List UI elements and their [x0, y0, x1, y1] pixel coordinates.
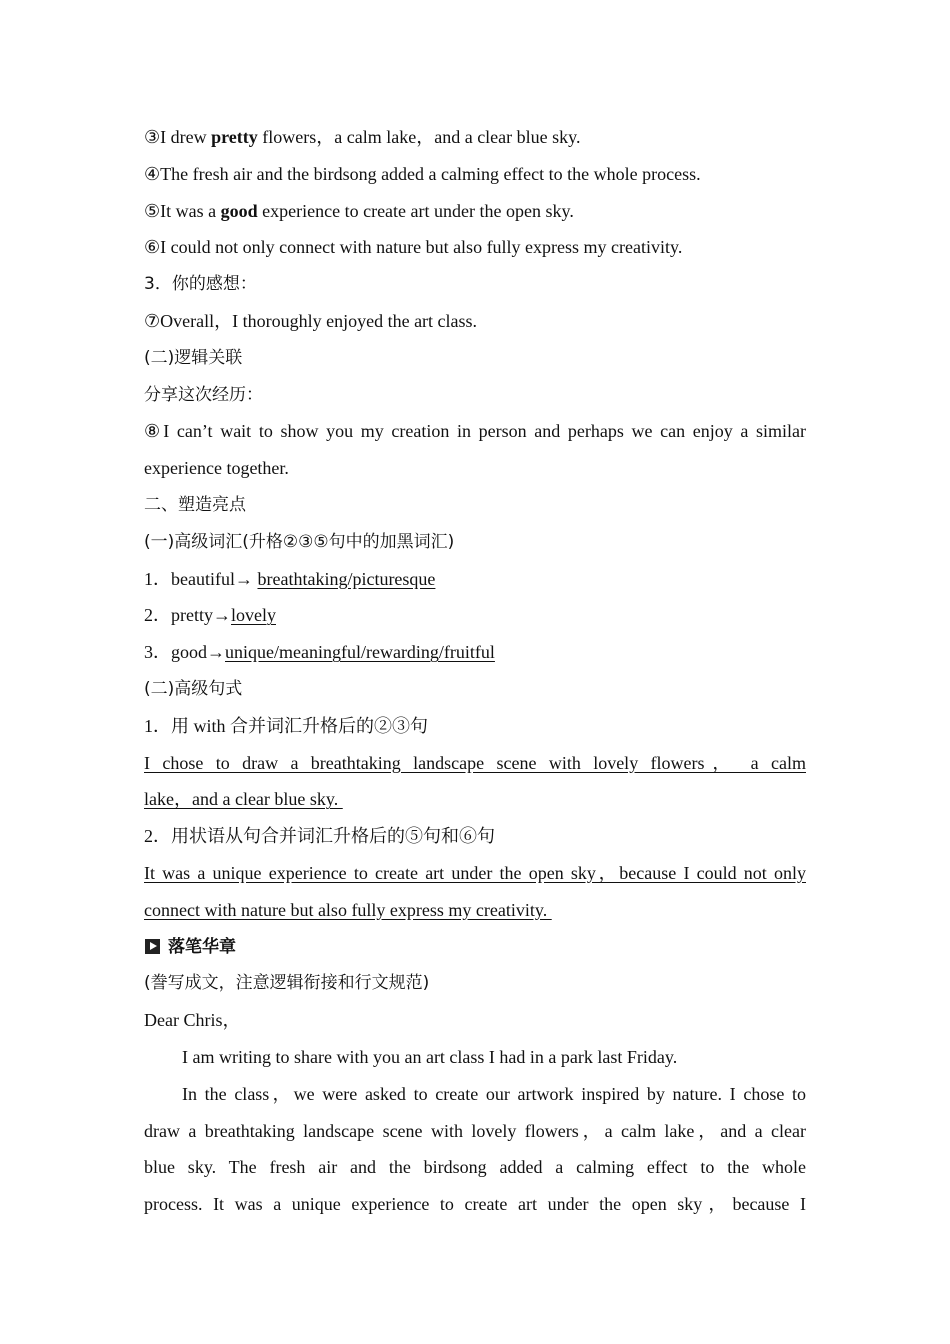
vocab-item: 3．good→unique/meaningful/rewarding/fruitful: [144, 642, 495, 663]
vocab-item: 1．beautiful→ breathtaking/picturesque: [144, 568, 436, 589]
sentence-8-line1: ⑧I can’t wait to show you my creation in person and perhaps we can enjoy a similar: [144, 421, 806, 442]
letter-paragraph-2-line: draw a breathtaking landscape scene with lovely flowers，a calm lake，and a clear: [144, 1120, 806, 1141]
letter-greeting: Dear Chris，: [144, 1010, 241, 1031]
bold-word-good: good: [220, 200, 258, 221]
final-section-title: 落笔华章: [168, 936, 236, 957]
task-2: 2．用状语从句合并词汇升格后的⑤句和⑥句: [144, 826, 495, 847]
heading-logic: (二)逻辑关联: [144, 347, 243, 368]
sentence-5: ⑤It was a good experience to create art under the open sky.: [144, 200, 574, 221]
vocab-answer: breathtaking/picturesque: [257, 568, 436, 589]
answer-2-line1: It was a unique experience to create art under the open sky，because I could not only: [144, 862, 806, 883]
sentence-6: ⑥I could not only connect with nature but also fully express my creativity.: [144, 237, 683, 258]
letter-paragraph-2-line: blue sky. The fresh air and the birdsong added a calming effect to the whole: [144, 1157, 806, 1178]
final-instruction: (誊写成文，注意逻辑衔接和行文规范): [144, 973, 430, 994]
sentence-7: ⑦Overall，I thoroughly enjoyed the art class.: [144, 310, 478, 331]
document-body: [144, 119, 806, 1223]
answer-1-line2: lake，and a clear blue sky.: [144, 789, 343, 810]
play-triangle-icon: [145, 939, 160, 954]
sentence-3: ③I drew pretty flowers，a calm lake，and a clear blue sky.: [144, 127, 581, 147]
section-title-highlights: 二、塑造亮点: [144, 494, 246, 515]
answer-2-line2: connect with nature but also fully express my creativity.: [144, 899, 552, 920]
bold-word-pretty: pretty: [211, 127, 258, 147]
heading-feelings: 3．你的感想：: [144, 274, 257, 295]
sentence-pattern-title: (二)高级句式: [144, 678, 243, 699]
task-1: 1．用 with 合并词汇升格后的②③句: [144, 715, 428, 736]
letter-paragraph-2-line: In the class，we were asked to create our artwork inspired by nature. I chose to: [182, 1083, 806, 1104]
sentence-4: ④The fresh air and the birdsong added a calming effect to the whole process.: [144, 163, 701, 184]
final-section-heading: [144, 929, 806, 966]
vocab-answer: unique/meaningful/rewarding/fruitful: [225, 642, 495, 663]
sentence-8-line2: experience together.: [144, 458, 289, 479]
vocab-answer: lovely: [231, 605, 276, 626]
vocab-title: (一)高级词汇(升格②③⑤句中的加黑词汇): [144, 531, 455, 552]
letter-paragraph-2-line: process. It was a unique experience to create art under the open sky，because I: [144, 1194, 806, 1215]
heading-share: 分享这次经历：: [144, 384, 263, 405]
vocab-item: 2．pretty→lovely: [144, 605, 276, 626]
answer-1-line1: I chose to draw a breathtaking landscape scene with lovely flowers， a calm: [144, 752, 806, 773]
letter-paragraph-1: I am writing to share with you an art class I had in a park last Friday.: [182, 1046, 678, 1067]
